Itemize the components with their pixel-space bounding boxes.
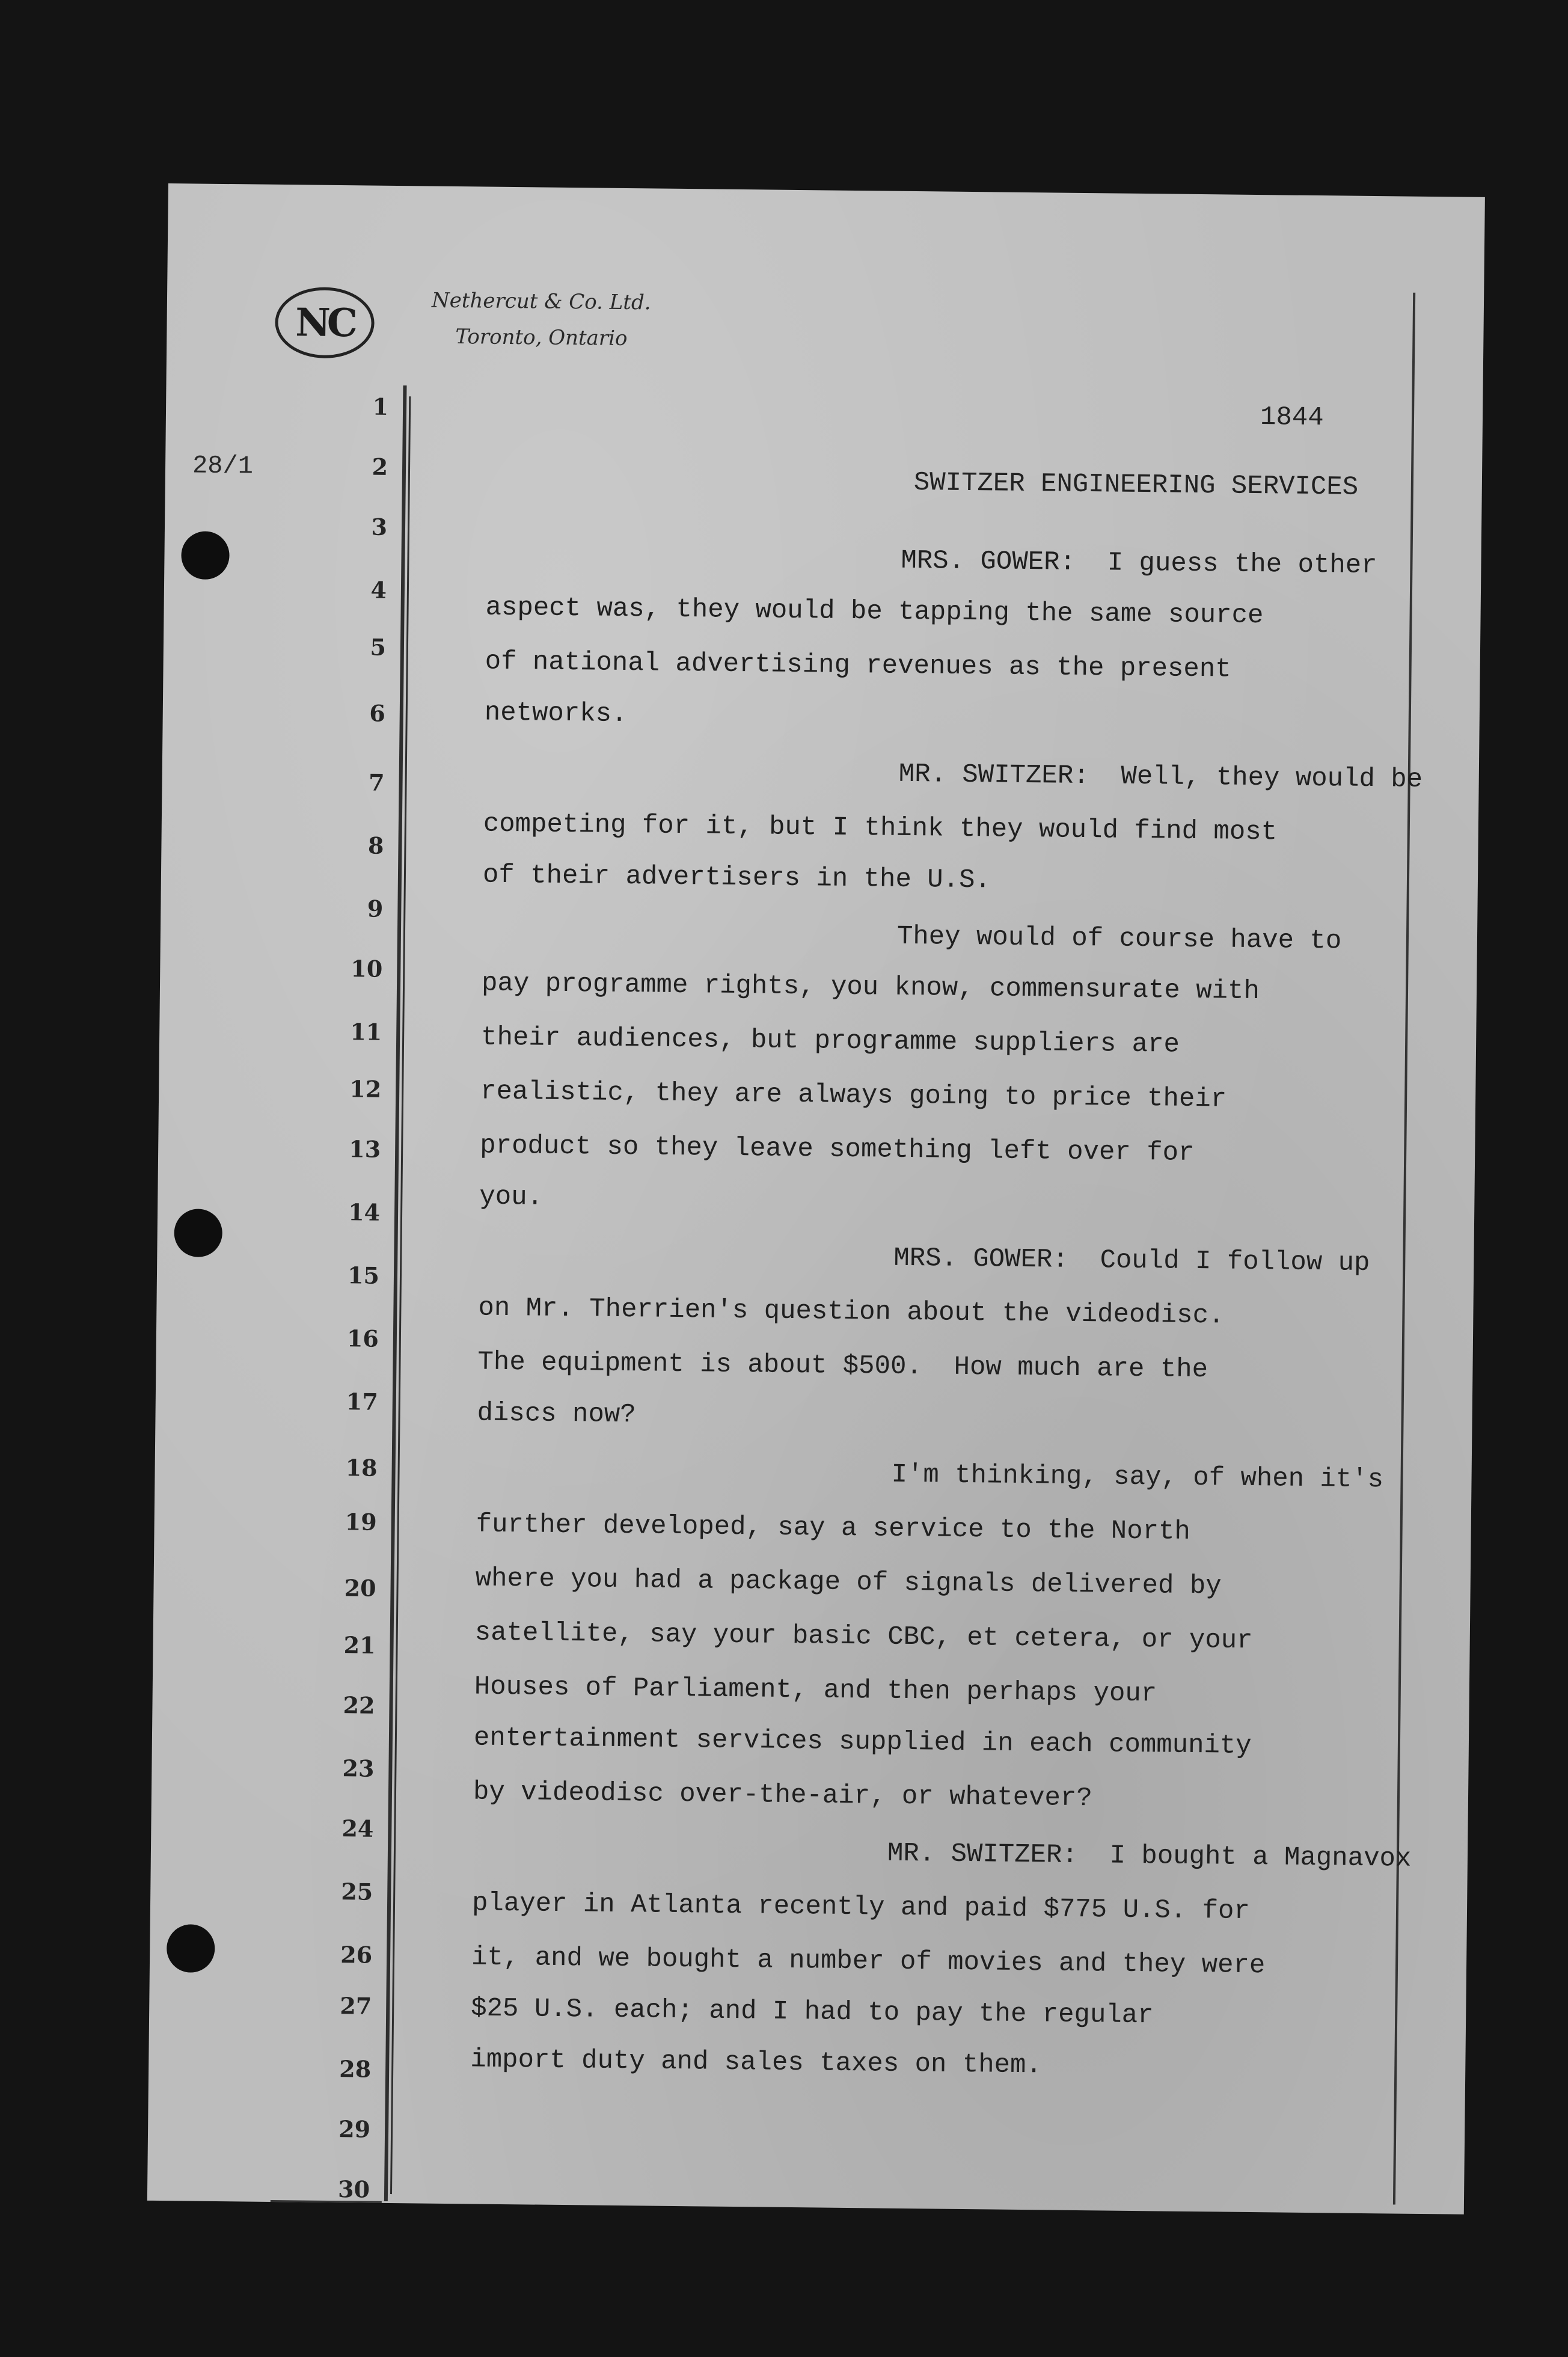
transcript-line: The equipment is about $500. How much are the — [477, 1347, 1208, 1385]
line-number: 12 — [349, 1075, 382, 1103]
line-number: 18 — [345, 1454, 378, 1482]
line-number: 25 — [341, 1878, 373, 1905]
page-number: 1844 — [1260, 402, 1324, 434]
transcript-line: MR. SWITZER: Well, they would be — [898, 759, 1423, 795]
transcript-line: their audiences, but programme suppliers are — [480, 1022, 1180, 1060]
line-number: 13 — [349, 1135, 381, 1163]
transcript-line: discs now? — [477, 1398, 636, 1430]
line-number: 23 — [342, 1755, 375, 1782]
margin-reference: 28/1 — [192, 451, 254, 481]
line-number: 28 — [339, 2055, 372, 2083]
left-margin-rule — [384, 385, 407, 2201]
company-logo — [275, 287, 375, 359]
line-number: 8 — [367, 832, 384, 859]
transcript-line: pay programme rights, you know, commensurate with — [481, 968, 1260, 1007]
page-header: SWITZER ENGINEERING SERVICES — [913, 468, 1359, 503]
transcript-line: on Mr. Therrien's question about the videodisc. — [478, 1293, 1225, 1331]
line-number: 5 — [370, 633, 387, 661]
line-number: 2 — [372, 453, 388, 480]
transcript-line: of national advertising revenues as the present — [485, 646, 1231, 685]
line-number: 11 — [350, 1018, 382, 1046]
line-number: 1 — [372, 393, 389, 420]
transcript-line: of their advertisers in the U.S. — [482, 860, 991, 896]
line-number: 9 — [367, 895, 384, 922]
line-number: 17 — [346, 1388, 379, 1415]
line-number: 15 — [347, 1261, 380, 1289]
transcript-line: where you had a package of signals delivered by — [475, 1563, 1222, 1602]
transcript-line: $25 U.S. each; and I had to pay the regular — [470, 1993, 1154, 2031]
transcript-line: player in Atlanta recently and paid $775 U.S. for — [471, 1888, 1251, 1926]
line-number: 29 — [338, 2115, 371, 2143]
line-number: 22 — [343, 1691, 375, 1719]
transcript-line: you. — [479, 1182, 544, 1213]
line-number: 10 — [351, 955, 383, 982]
transcript-line: MRS. GOWER: Could I follow up — [893, 1243, 1370, 1279]
letterhead-city: Toronto, Ontario — [455, 325, 628, 351]
transcript-line: it, and we bought a number of movies and they were — [471, 1942, 1266, 1981]
line-number: 6 — [369, 699, 386, 727]
transcript-line: import duty and sales taxes on them. — [470, 2044, 1043, 2081]
transcript-line: realistic, they are always going to price their — [480, 1076, 1227, 1115]
transcript-line: further developed, say a service to the North — [476, 1509, 1191, 1547]
line-number: 7 — [368, 768, 385, 796]
line-number: 24 — [341, 1815, 374, 1842]
letterhead — [431, 283, 651, 357]
line-number: 30 — [337, 2175, 370, 2203]
transcript-page — [147, 183, 1485, 2214]
transcript-line: satellite, say your basic CBC, et cetera, or your — [474, 1617, 1253, 1657]
transcript-line: Houses of Parliament, and then perhaps your — [474, 1672, 1157, 1709]
line-number: 27 — [340, 1992, 372, 2020]
transcript-line: product so they leave something left over for — [480, 1130, 1195, 1168]
transcript-line: MRS. GOWER: I guess the other — [901, 545, 1377, 581]
line-number: 16 — [346, 1325, 379, 1352]
line-number: 14 — [348, 1198, 381, 1226]
transcript-line: MR. SWITZER: I bought a Magnavox — [887, 1838, 1412, 1874]
punch-hole — [167, 1924, 215, 1973]
transcript-line: aspect was, they would be tapping the same source — [485, 592, 1264, 631]
line-number: 3 — [371, 513, 388, 541]
line-number: 21 — [343, 1631, 376, 1659]
punch-hole — [174, 1209, 222, 1257]
line-number: 20 — [344, 1574, 376, 1602]
line-number: 4 — [370, 576, 387, 604]
transcript-line: competing for it, but I think they would find most — [483, 809, 1278, 848]
punch-hole — [181, 531, 230, 580]
letterhead-company: Nethercut & Co. Ltd. — [431, 288, 651, 315]
line-number: 19 — [345, 1508, 377, 1536]
logo-text: NC — [295, 299, 355, 346]
line-number: 26 — [340, 1941, 373, 1969]
transcript-line: They would of course have to — [896, 921, 1342, 957]
transcript-line: by videodisc over-the-air, or whatever? — [473, 1777, 1092, 1814]
right-margin-rule — [1393, 293, 1415, 2205]
transcript-line: I'm thinking, say, of when it's — [891, 1459, 1384, 1495]
transcript-line: entertainment services supplied in each community — [473, 1723, 1252, 1762]
transcript-line: networks. — [484, 697, 628, 730]
